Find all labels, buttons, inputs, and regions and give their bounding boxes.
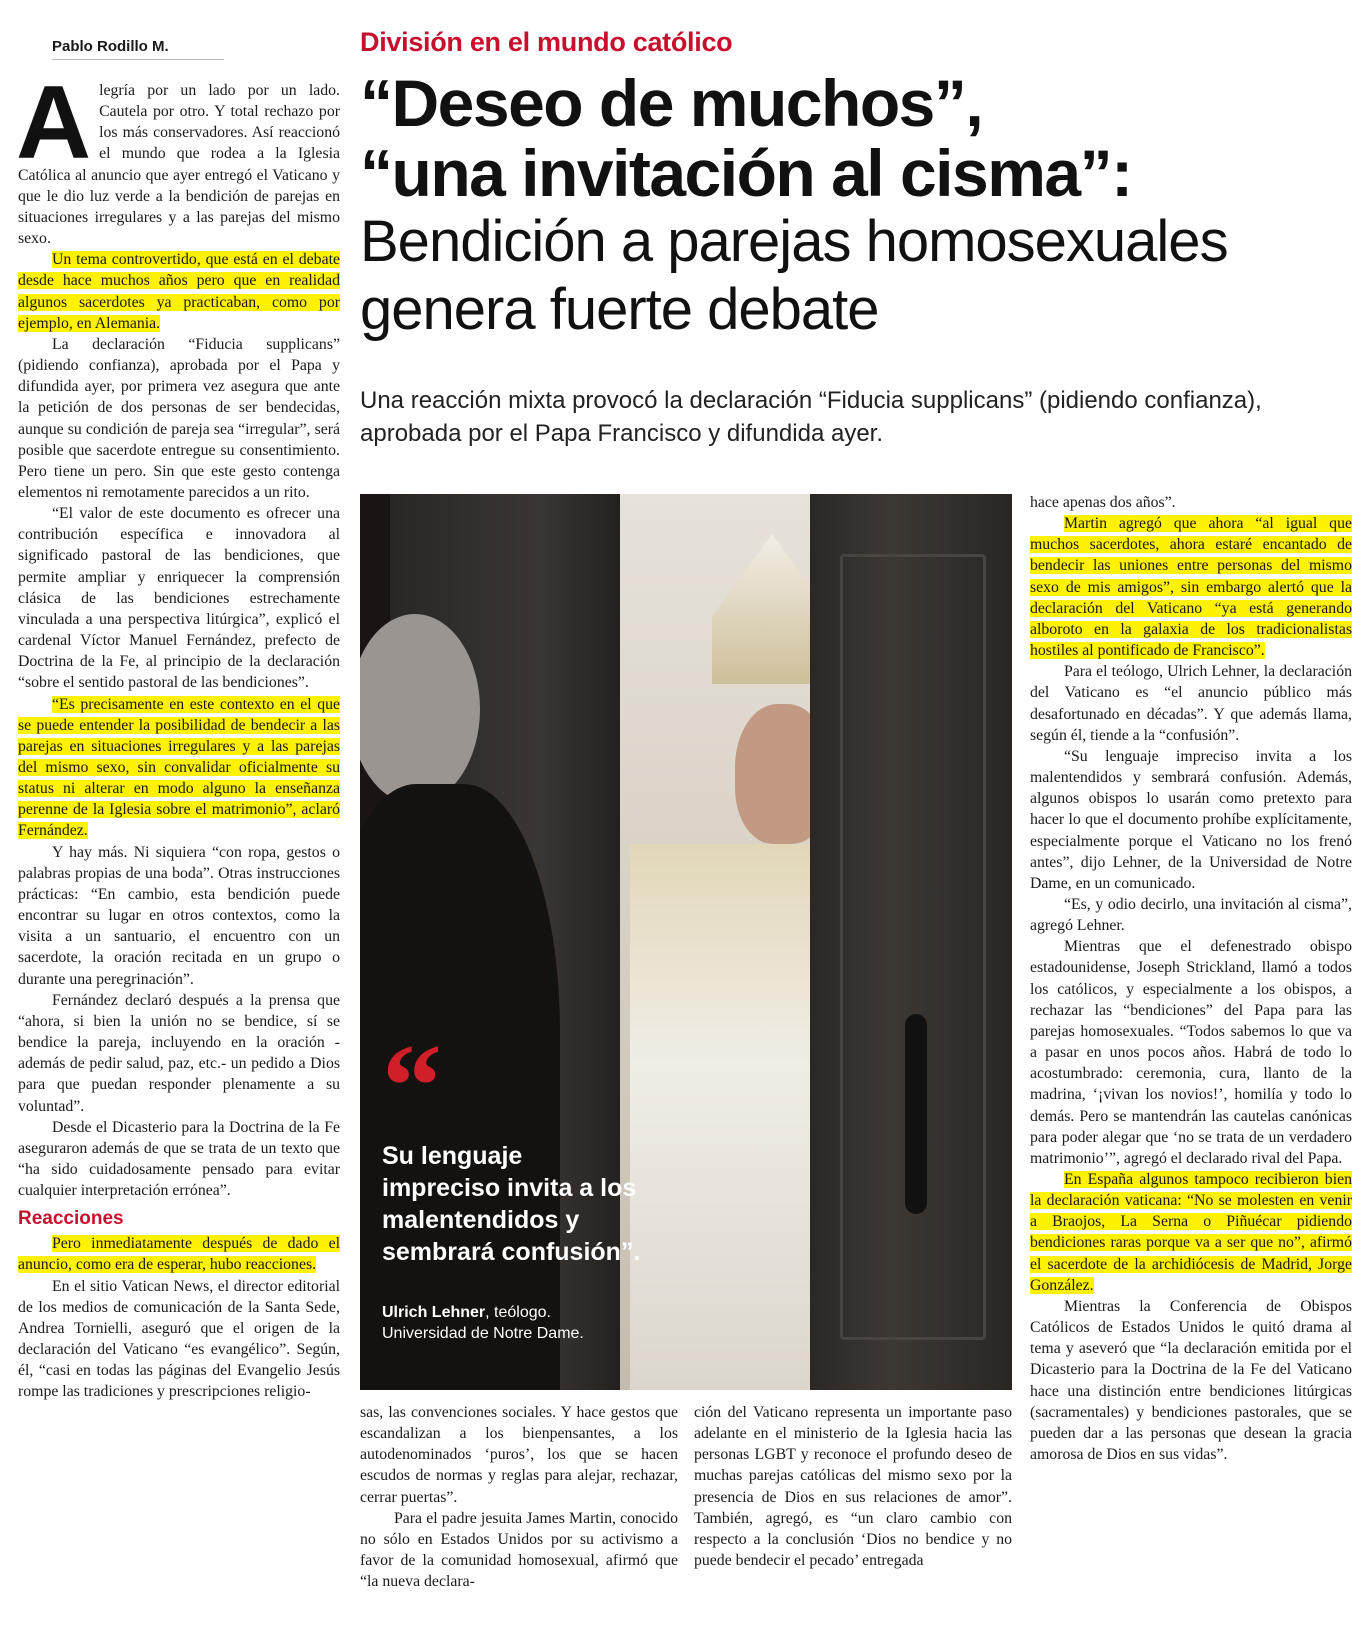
paragraph: En el sitio Vatican News, el director editorial de los medios de comunicación de la Santa Sede, Andrea Tornielli, aseguró que el origen de la declaración del Vaticano “es evangélico”. Según, él, “casi en todas las páginas del Evangelio Jesús rompe las tradiciones y prescripciones religio-: [18, 1277, 340, 1401]
headline-quote-2: “una invitación al cisma”:: [360, 136, 1132, 210]
kicker: División en el mundo católico: [360, 27, 733, 57]
quote-mark-icon: “: [382, 1019, 442, 1152]
deck: Una reacción mixta provocó la declaración “Fiducia supplicans” (pidiendo confianza), aprobada por el Papa Francisco y difundida ayer.: [360, 387, 1262, 447]
highlighted-text: Pero inmediatamente después de dado el anuncio, como era de esperar, hubo reacciones.: [18, 1235, 340, 1274]
paragraph: [18, 249, 340, 334]
paragraph: Fernández declaró después a la prensa que “ahora, si bien la unión no se bendice, sí se bendice la pareja, incluyendo en la oración -además de pedir salud, paz, etc.- un pedido a Dios para que puedan responder plenamente a su voluntad”.: [18, 991, 340, 1115]
paragraph: “Su lenguaje impreciso invita a los malentendidos y sembrará confusión. Además, algunos obispos lo usarán como pretexto para hacer lo que el documento prohíbe explícitamente, especialmente porque el Vaticano no los frenó antes”, dijo Lehner, de la Universidad de Notre Dame, en un comunicado.: [1030, 747, 1352, 892]
lead-paragraph: [16, 65, 340, 249]
highlighted-text: “Es precisamente en este contexto en el que se puede entender la posibilidad de bendecir a las parejas en situaciones irregulares y a las parejas del mismo sexo, sin convalidar oficialmente su status ni alterar en modo alguno la enseñanza perenne de la Iglesia sobre el matrimonio”, aclaró Fernández.: [18, 695, 340, 840]
attribution-role: , teólogo.: [485, 1304, 551, 1321]
paragraph: [1030, 513, 1352, 661]
door-handle-icon: [905, 1014, 927, 1214]
headline: [360, 68, 1350, 344]
highlighted-text: En España algunos tampoco recibieron bien la declaración vaticana: “No se molesten en venir a Braojos, La Serna o Piñuécar pidiendo bendiciones raras porque va a ser que no”, afirmó el sacerdote de la archidiócesis de Madrid, Jorge González.: [1030, 1171, 1352, 1294]
lead-text: legría por un lado por un lado. Cautela por otro. Y total rechazo por los más conservadores. Así reaccionó el mundo que rodea a la Iglesia Católica al anuncio que ayer entregó el Vaticano y que le dio luz verde a la bendición de parejas en situaciones irregulares y a las parejas del mismo sexo.: [18, 82, 340, 248]
paragraph: Para el teólogo, Ulrich Lehner, la declaración del Vaticano es “el anuncio público más desafortunado en décadas”. Y que además llama, según él, tiende a la “confusión”.: [1030, 663, 1352, 744]
highlighted-text: Martin agregó que ahora “al igual que muchos sacerdotes, ahora estaré encantado de bendecir las uniones entre personas del mismo sexo de mis amigos”, sin embargo alertó que la declaración del Vaticano “ya está generando alboroto en la galaxia de los tradicionalistas hostiles al pontificado de Francisco”.: [1030, 515, 1352, 660]
attribution-affiliation: Universidad de Notre Dame.: [382, 1325, 584, 1342]
paragraph: [18, 1233, 340, 1275]
paragraph: La declaración “Fiducia supplicans” (pidiendo confianza), aprobada por el Papa y difundida ayer, por primera vez asegura que ante la petición de dos personas de ser bendecidas, aunque su condición de pareja sea “irregular”, será posible que sacerdote entregue su consentimiento. Pero tiene un pero. Sin que este gesto contenga elementos ni remotamente parecidos a un rito.: [18, 335, 340, 501]
highlighted-text: Un tema controvertido, que está en el debate desde hace muchos años pero que en realidad algunos sacerdotes ya practicaban, como por ejemplo, en Alemania.: [18, 251, 340, 332]
photo-pope-door: [360, 494, 1012, 1390]
headline-line-4: genera fuerte debate: [360, 277, 879, 342]
pull-quote: Su lenguaje impreciso invita a los malentendidos y sembrará confusión”.: [382, 1142, 641, 1266]
paragraph: hace apenas dos años”.: [1030, 494, 1176, 511]
attribution-name: Ulrich Lehner: [382, 1304, 486, 1321]
paragraph: “El valor de este documento es ofrecer una contribución específica e innovadora al significado pastoral de las bendiciones, que permite ampliar y enriquecer la comprensión clásica de las bendiciones estrechamente vinculada a una perspectiva litúrgica”, explicó el cardenal Víctor Manuel Fernández, prefecto de Doctrina de la Fe, al principio de la declaración “sobre el sentido pastoral de las bendiciones”.: [18, 505, 340, 692]
byline: Pablo Rodillo M.: [52, 38, 224, 60]
drop-cap: A: [16, 65, 92, 181]
column-3: [694, 1402, 1012, 1571]
headline-line-3: Bendición a parejas homosexuales: [360, 209, 1228, 274]
headline-quote-1: “Deseo de muchos”,: [360, 66, 983, 140]
paragraph: Desde el Dicasterio para la Doctrina de la Fe aseguraron además de que se trata de un texto que “ha sido cuidadosamente pensado para evitar cualquier interpretación errónea”.: [18, 1118, 340, 1200]
column-4: [1030, 492, 1352, 1465]
subhead-reacciones: Reacciones: [18, 1208, 124, 1230]
column-1: [16, 65, 340, 1403]
column-2: [360, 1402, 678, 1592]
paragraph: “Es, y odio decirlo, una invitación al cisma”, agregó Lehner.: [1030, 895, 1352, 935]
paragraph: [18, 694, 340, 842]
paragraph: sas, las convenciones sociales. Y hace gestos que escandalizan a los bienpensantes, a los autodenominados ‘puros’, los que se hacen escudos de normas y reglas para alejar, rechazar, cerrar puertas”.: [360, 1404, 678, 1506]
paragraph: Para el padre jesuita James Martin, conocido no sólo en Estados Unidos por su activismo a favor de la comunidad homosexual, afirmó que “la nueva declara-: [360, 1509, 678, 1591]
paragraph: [1030, 1169, 1352, 1296]
paragraph: Mientras que el defenestrado obispo estadounidense, Joseph Strickland, llamó a todos los católicos, y especialmente a los obispos, a rechazar las “bendiciones” del Papa para las parejas homosexuales. “Todos sabemos lo que va a pasar en unos pocos años. Habrá de todo lo acostumbrado: ceremonia, cura, llanto de la madrina, ‘¡vivan los novios!’, homilía y todo lo demás. Pero se mantendrán las cautelas canónicas para poder alegar que ‘no se trata de un verdadero matrimonio’”, agregó el declarado rival del Papa.: [1030, 938, 1352, 1167]
pull-quote-attribution: [382, 1302, 682, 1344]
paragraph: Mientras la Conferencia de Obispos Católicos de Estados Unidos le quitó drama al tema y aseveró que “la declaración emitida por el Dicasterio para la Doctrina de la Fe del Vaticano hace una distinción entre bendiciones litúrgicas (sacramentales) y bendiciones pastorales, que se pueden dar a las personas que desean la gracia amorosa de Dios en sus vidas”.: [1030, 1297, 1352, 1464]
paragraph: ción del Vaticano representa un importante paso adelante en el ministerio de la Iglesia hacia las personas LGBT y reconoce el profundo deseo de muchas parejas católicas del mismo sexo por la presencia de Dios en sus relaciones de amor”. También, agregó, es “un claro cambio con respecto a la conclusión ‘Dios no bendice y no puede bendecir el pecado’ entregada: [694, 1404, 1012, 1570]
paragraph: Y hay más. Ni siquiera “con ropa, gestos o palabras propias de una boda”. Otras instrucciones prácticas: “En cambio, esta bendición puede encontrar su lugar en otros contextos, como la visita a un santuario, el encuentro con un sacerdote, la oración recitada en un grupo o durante una peregrinación”.: [18, 843, 340, 988]
